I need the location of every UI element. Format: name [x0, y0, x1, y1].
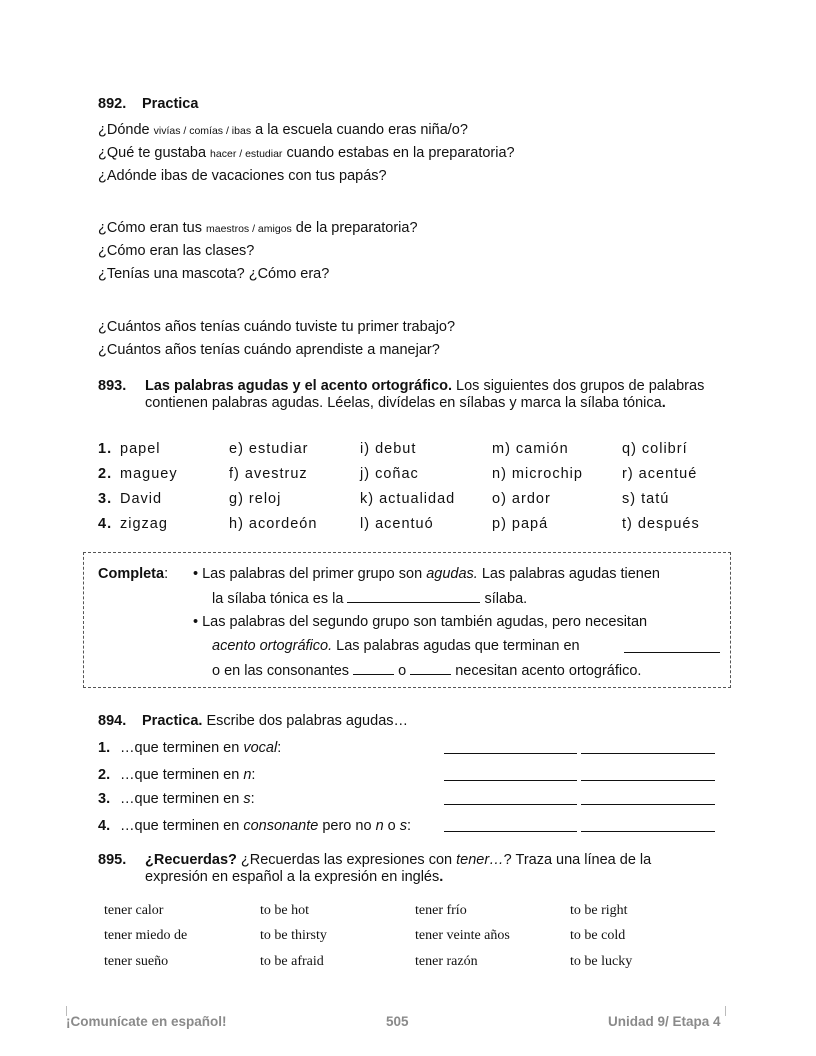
answer-blank[interactable] [581, 741, 715, 754]
footer-book-title: ¡Comunícate en español! [66, 1014, 227, 1029]
question-4: ¿Cómo eran tus maestros / amigos de la preparatoria? [98, 220, 418, 236]
word-cell: q) colibrí [622, 441, 688, 457]
word-cell: g) reloj [229, 491, 282, 507]
question-7: ¿Cuántos años tenías cuándo tuviste tu primer trabajo? [98, 319, 456, 335]
word-cell: n) microchip [492, 466, 583, 482]
word-cell: m) camión [492, 441, 569, 457]
question-6: ¿Tenías una mascota? ¿Cómo era? [98, 266, 330, 282]
completa-line-2: la sílaba tónica es la sílaba. [212, 591, 528, 607]
answer-blank[interactable] [444, 768, 577, 781]
answer-blank[interactable] [444, 792, 577, 805]
list-item: 1. …que terminen en vocal: [98, 740, 282, 756]
match-item: tener razón [415, 954, 478, 969]
word-cell: e) estudiar [229, 441, 309, 457]
ex895-number: 895. [98, 852, 127, 868]
word-cell: David [120, 491, 163, 507]
word-cell: zigzag [120, 516, 168, 532]
question-8: ¿Cuántos años tenías cuándo aprendiste a manejar? [98, 342, 440, 358]
ex895-instructions: ¿Recuerdas? ¿Recuerdas las expresiones con tener…? Traza una línea de la expresión en español a la expresión en inglés. [145, 852, 652, 885]
answer-blank[interactable] [410, 662, 451, 675]
match-item: tener miedo de [104, 928, 188, 943]
completa-line-1: • Las palabras del primer grupo son agudas. Las palabras agudas tienen [193, 566, 660, 582]
question-3: ¿Adónde ibas de vacaciones con tus papás? [98, 168, 387, 184]
word-cell: l) acentuó [360, 516, 434, 532]
match-item: to be hot [260, 903, 309, 918]
word-row: 3. [98, 491, 113, 507]
word-cell: p) papá [492, 516, 549, 532]
question-1: ¿Dónde vivías / comías / ibas a la escuela cuando eras niña/o? [98, 122, 468, 138]
word-cell: s) tatú [622, 491, 670, 507]
word-cell: k) actualidad [360, 491, 456, 507]
footer-tick [725, 1006, 726, 1016]
answer-blank[interactable] [581, 819, 715, 832]
word-cell: h) acordeón [229, 516, 318, 532]
word-cell: maguey [120, 466, 178, 482]
match-item: tener calor [104, 903, 164, 918]
list-item: 4. …que terminen en consonante pero no n o s: [98, 818, 412, 834]
answer-blank[interactable] [347, 590, 480, 603]
list-item: 3. …que terminen en s: [98, 791, 255, 807]
answer-blank[interactable] [444, 819, 577, 832]
match-item: tener veinte años [415, 928, 510, 943]
word-cell: i) debut [360, 441, 417, 457]
match-item: to be right [570, 903, 628, 918]
ex892-heading: 892. Practica [98, 96, 199, 112]
ex893-instructions: Las palabras agudas y el acento ortográfico. Los siguientes dos grupos de palabras contienen palabras agudas. Léelas, divídelas en sílabas y marca la sílaba tónica. [145, 378, 705, 411]
match-item: tener frío [415, 903, 467, 918]
word-cell: o) ardor [492, 491, 551, 507]
list-item: 2. …que terminen en n: [98, 767, 256, 783]
match-item: tener sueño [104, 954, 169, 969]
completa-line-4: acento ortográfico. Las palabras agudas que terminan en [212, 638, 580, 654]
answer-blank[interactable] [581, 792, 715, 805]
question-2: ¿Qué te gustaba hacer / estudiar cuando estabas en la preparatoria? [98, 145, 515, 161]
word-cell: papel [120, 441, 161, 457]
match-item: to be thirsty [260, 928, 327, 943]
word-cell: t) después [622, 516, 700, 532]
footer-unit: Unidad 9/ Etapa 4 [608, 1014, 721, 1029]
word-row: 1. [98, 441, 113, 457]
answer-blank[interactable] [624, 640, 720, 653]
ex894-heading: 894. Practica. Escribe dos palabras agudas… [98, 713, 409, 729]
word-cell: f) avestruz [229, 466, 308, 482]
answer-blank[interactable] [353, 662, 394, 675]
bullet-icon: • [193, 566, 199, 582]
answer-blank[interactable] [581, 768, 715, 781]
word-row: 2. [98, 466, 113, 482]
completa-label: Completa: [98, 566, 169, 582]
question-5: ¿Cómo eran las clases? [98, 243, 255, 259]
answer-blank[interactable] [444, 741, 577, 754]
page-number: 505 [386, 1014, 409, 1029]
bullet-icon: • [193, 614, 199, 630]
ex893-number: 893. [98, 378, 127, 394]
word-cell: j) coñac [360, 466, 419, 482]
completa-line-5: o en las consonantes o necesitan acento ortográfico. [212, 663, 642, 679]
word-row: 4. [98, 516, 113, 532]
completa-line-3: • Las palabras del segundo grupo son también agudas, pero necesitan [193, 614, 648, 630]
word-cell: r) acentué [622, 466, 698, 482]
match-item: to be cold [570, 928, 626, 943]
match-item: to be lucky [570, 954, 633, 969]
match-item: to be afraid [260, 954, 324, 969]
